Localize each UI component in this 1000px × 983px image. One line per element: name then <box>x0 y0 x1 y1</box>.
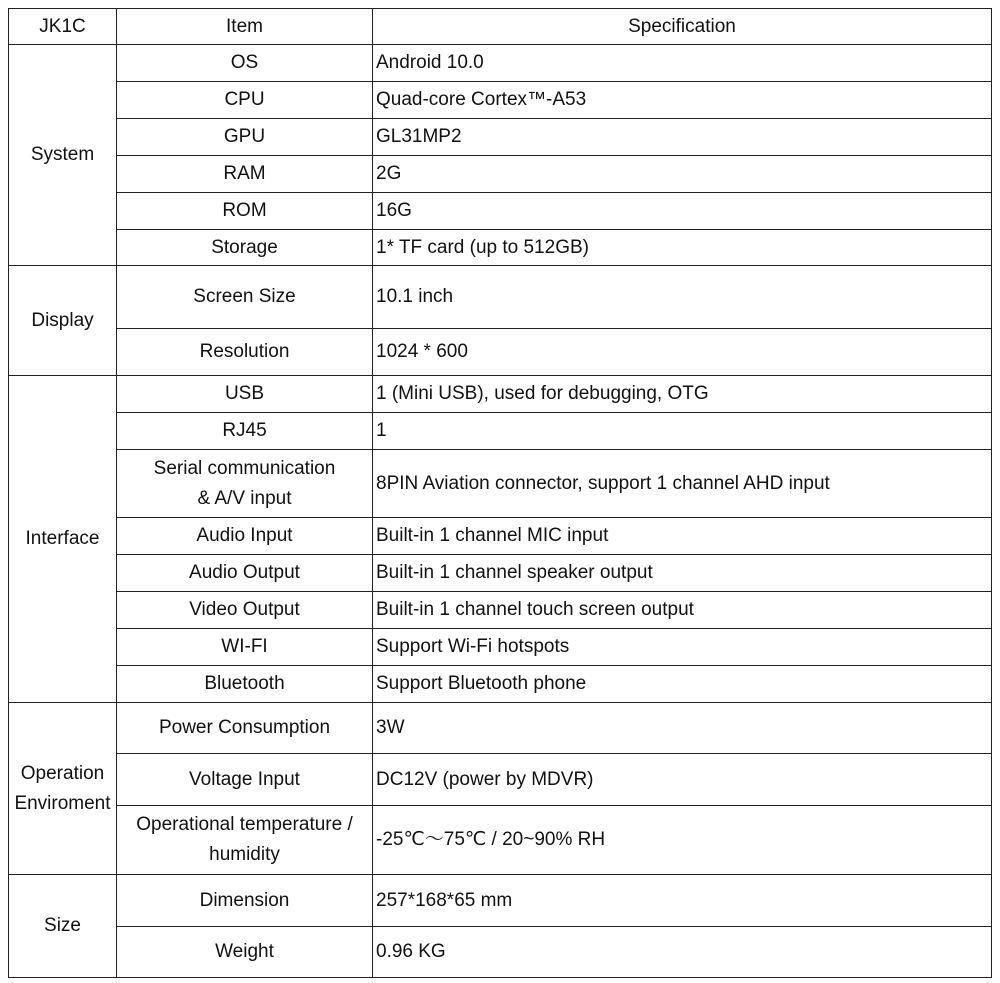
table-row <box>9 927 992 978</box>
item-line: Operational temperature / <box>136 814 353 835</box>
group-interface: Interface <box>9 376 117 703</box>
table-row <box>9 555 992 592</box>
spec-cell: 1 (Mini USB), used for debugging, OTG <box>373 376 992 413</box>
item-cell <box>117 806 373 875</box>
item-cell: Voltage Input <box>117 754 373 806</box>
spec-cell: Quad-core Cortex™-A53 <box>373 82 992 119</box>
spec-cell: 10.1 inch <box>373 266 992 329</box>
spec-cell: 1024 * 600 <box>373 329 992 376</box>
group-display: Display <box>9 266 117 376</box>
group-size: Size <box>9 875 117 978</box>
item-cell: GPU <box>117 119 373 156</box>
spec-cell: 16G <box>373 193 992 230</box>
spec-cell: Built-in 1 channel speaker output <box>373 555 992 592</box>
table-row <box>9 266 992 329</box>
group-line: Operation <box>20 762 105 784</box>
item-cell: Weight <box>117 927 373 978</box>
item-cell: Audio Input <box>117 518 373 555</box>
header-model: JK1C <box>9 9 117 45</box>
item-cell: Dimension <box>117 875 373 927</box>
item-line: humidity <box>209 844 280 865</box>
item-cell: WI-FI <box>117 629 373 666</box>
spec-cell: Support Wi-Fi hotspots <box>373 629 992 666</box>
group-system: System <box>9 45 117 266</box>
spec-cell: Built-in 1 channel touch screen output <box>373 592 992 629</box>
item-cell: RAM <box>117 156 373 193</box>
item-cell: Power Consumption <box>117 703 373 754</box>
spec-cell: 8PIN Aviation connector, support 1 channel AHD input <box>373 450 992 518</box>
table-row <box>9 666 992 703</box>
item-cell: CPU <box>117 82 373 119</box>
item-cell: Video Output <box>117 592 373 629</box>
spec-cell: Support Bluetooth phone <box>373 666 992 703</box>
table-row <box>9 703 992 754</box>
item-cell: Bluetooth <box>117 666 373 703</box>
table-row <box>9 230 992 266</box>
table-row <box>9 82 992 119</box>
header-row <box>9 9 992 45</box>
header-specification: Specification <box>373 9 992 45</box>
spec-cell: 3W <box>373 703 992 754</box>
table-row <box>9 754 992 806</box>
item-cell: Screen Size <box>117 266 373 329</box>
table-row <box>9 329 992 376</box>
table-row <box>9 592 992 629</box>
table-row <box>9 450 992 518</box>
spec-cell: 1* TF card (up to 512GB) <box>373 230 992 266</box>
item-cell: USB <box>117 376 373 413</box>
spec-cell: -25℃～75℃ / 20~90% RH <box>373 806 992 875</box>
item-line: Serial communication <box>153 457 336 479</box>
table-row <box>9 45 992 82</box>
item-cell: Resolution <box>117 329 373 376</box>
item-cell: Audio Output <box>117 555 373 592</box>
spec-table <box>8 8 992 978</box>
group-line: Enviroment <box>14 792 111 814</box>
table-row <box>9 193 992 230</box>
item-cell: Storage <box>117 230 373 266</box>
table-row <box>9 413 992 450</box>
spec-cell: 2G <box>373 156 992 193</box>
table-row <box>9 518 992 555</box>
item-cell: ROM <box>117 193 373 230</box>
spec-cell: Android 10.0 <box>373 45 992 82</box>
spec-cell: GL31MP2 <box>373 119 992 156</box>
table-row <box>9 875 992 927</box>
group-operation-enviroment <box>9 703 117 875</box>
item-cell: OS <box>117 45 373 82</box>
item-cell <box>117 450 373 518</box>
table-row <box>9 629 992 666</box>
spec-cell: 257*168*65 mm <box>373 875 992 927</box>
header-item: Item <box>117 9 373 45</box>
table-row <box>9 156 992 193</box>
table-row <box>9 806 992 875</box>
item-cell: RJ45 <box>117 413 373 450</box>
spec-cell: 1 <box>373 413 992 450</box>
spec-cell: 0.96 KG <box>373 927 992 978</box>
item-line: & A/V input <box>197 487 292 509</box>
table-row <box>9 119 992 156</box>
spec-cell: DC12V (power by MDVR) <box>373 754 992 806</box>
table-row <box>9 376 992 413</box>
spec-cell: Built-in 1 channel MIC input <box>373 518 992 555</box>
